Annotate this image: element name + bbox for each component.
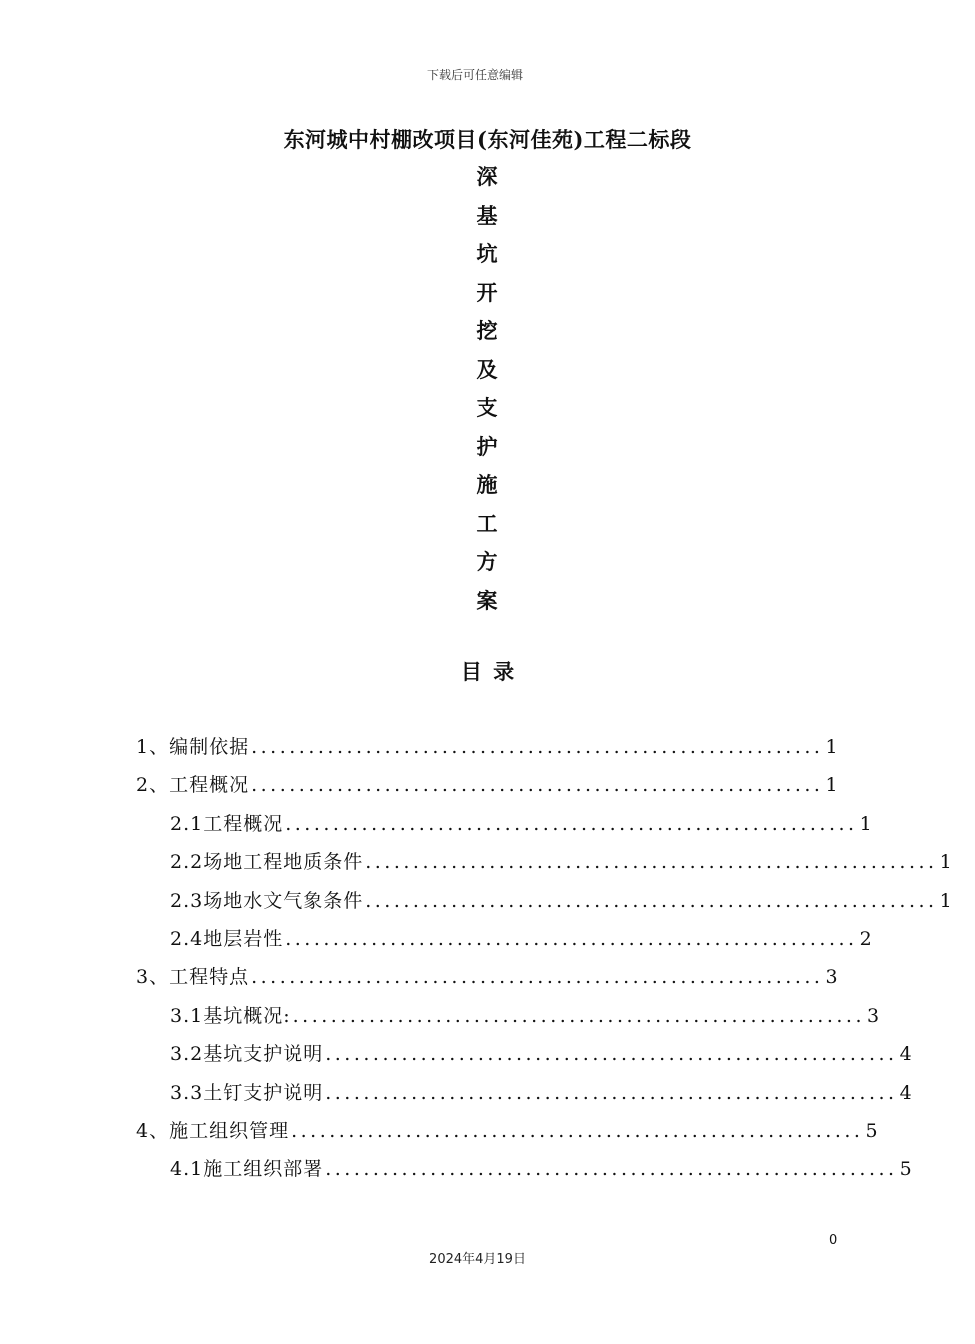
toc-leader: ............................................................ <box>285 927 858 950</box>
toc-entry-text: 2.3场地水文气象条件 <box>170 889 364 912</box>
toc-entry-page: 3 <box>867 1004 880 1027</box>
toc-entry[interactable] <box>136 1114 878 1152</box>
toc-entry-text: 2.2场地工程地质条件 <box>170 851 364 874</box>
vertical-title-char: 工 <box>476 510 498 536</box>
toc-entry-text: 4.1施工组织部署 <box>170 1158 324 1181</box>
vertical-title-char: 方 <box>476 549 498 574</box>
toc-entry-page: 1 <box>825 736 838 758</box>
toc-leader: ............................................................ <box>325 1081 898 1104</box>
vertical-title-char: 施 <box>476 472 498 497</box>
document-title: 东河城中村棚改项目(东河佳苑)工程二标段 <box>283 127 692 152</box>
toc-entry-page: 1 <box>939 889 952 912</box>
toc-entry-page: 1 <box>825 774 838 797</box>
toc-entry-page: 5 <box>899 1158 912 1181</box>
toc-leader: ............................................................ <box>251 774 824 797</box>
toc-entry-text: 2、工程概况 <box>136 774 250 797</box>
toc-leader: ............................................................ <box>285 812 858 835</box>
toc-entry[interactable] <box>136 1076 912 1114</box>
toc-entry-text: 1、编制依据 <box>136 736 250 758</box>
vertical-title <box>467 162 507 624</box>
toc-entry[interactable] <box>136 730 836 768</box>
page-number: 0 <box>829 1233 838 1248</box>
toc-leader: ............................................................ <box>325 1158 898 1181</box>
vertical-title-char: 及 <box>476 356 498 382</box>
toc-entry[interactable] <box>136 768 836 806</box>
toc-heading: 目 录 <box>460 659 515 684</box>
toc-entry-text: 2.4地层岩性 <box>170 927 284 950</box>
toc-entry-page: 4 <box>899 1081 912 1104</box>
table-of-contents <box>136 730 952 1191</box>
toc-leader: ............................................................ <box>365 851 938 874</box>
toc-entry[interactable] <box>136 1037 912 1075</box>
toc-entry-text: 2.1工程概况 <box>170 812 284 835</box>
toc-leader: ............................................................ <box>292 1004 865 1027</box>
toc-leader: ............................................................ <box>291 1119 864 1142</box>
vertical-title-char: 坑 <box>476 241 498 266</box>
toc-leader: ............................................................ <box>251 966 824 989</box>
toc-entry[interactable] <box>136 999 880 1037</box>
vertical-title-char: 挖 <box>476 318 498 343</box>
vertical-title-char: 护 <box>476 433 498 459</box>
toc-entry-text: 3、工程特点 <box>136 966 250 989</box>
vertical-title-char: 深 <box>476 164 498 189</box>
toc-entry-page: 1 <box>859 812 872 835</box>
toc-entry[interactable] <box>136 884 952 922</box>
toc-entry-page: 2 <box>859 927 872 950</box>
vertical-title-char: 开 <box>476 279 498 305</box>
vertical-title-char: 支 <box>476 395 498 420</box>
toc-entry-page: 1 <box>939 851 952 874</box>
toc-entry-text: 3.3土钉支护说明 <box>170 1081 324 1104</box>
toc-entry-page: 3 <box>825 966 838 989</box>
toc-entry-text: 3.1基坑概况: <box>170 1004 291 1027</box>
toc-entry-text: 3.2基坑支护说明 <box>170 1043 324 1066</box>
toc-entry[interactable] <box>136 922 872 960</box>
toc-entry-page: 5 <box>865 1119 878 1142</box>
toc-leader: ............................................................ <box>251 736 824 758</box>
toc-entry-text: 4、施工组织管理 <box>136 1119 290 1142</box>
toc-entry[interactable] <box>136 1152 912 1190</box>
footer-date: 2024年4月19日 <box>429 1252 526 1267</box>
toc-leader: ............................................................ <box>325 1043 898 1066</box>
vertical-title-char: 基 <box>476 202 498 228</box>
header-note: 下载后可任意编辑 <box>426 68 523 82</box>
toc-entry[interactable] <box>136 807 872 845</box>
toc-entry[interactable] <box>136 845 952 883</box>
toc-entry[interactable] <box>136 960 836 998</box>
toc-entry-page: 4 <box>899 1043 912 1066</box>
toc-leader: ............................................................ <box>365 889 938 912</box>
vertical-title-char: 案 <box>476 587 498 613</box>
